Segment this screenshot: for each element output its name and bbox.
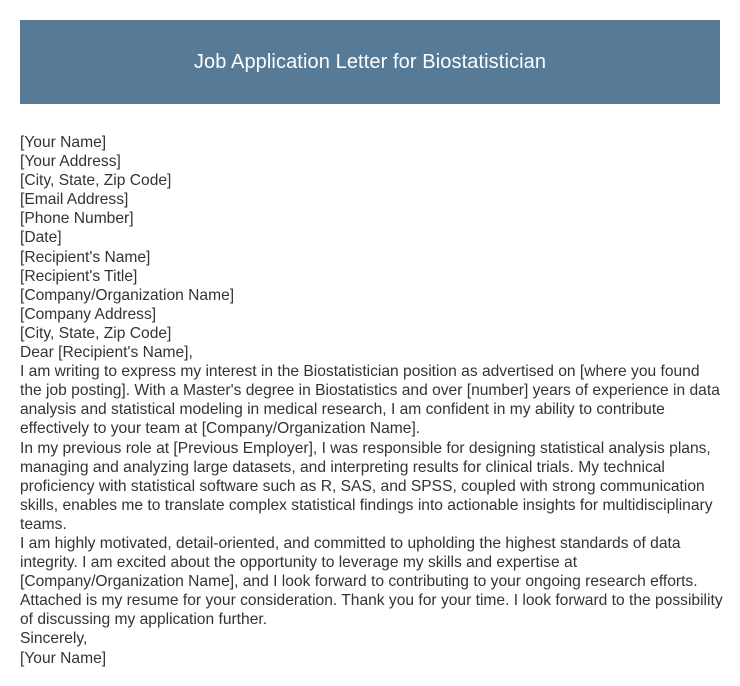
body-paragraph-closing: Attached is my resume for your consideration. Thank you for your time. I look forward to the possibility of discussing my application further.	[20, 592, 723, 629]
page-title: Job Application Letter for Biostatistician	[193, 50, 547, 73]
recipient-name: [Recipient's Name]	[20, 248, 151, 266]
letter-date: [Date]	[20, 229, 62, 247]
header-banner	[20, 20, 720, 104]
recipient-company: [Company/Organization Name]	[20, 286, 235, 304]
recipient-address: [Company Address]	[20, 305, 157, 323]
sender-phone: [Phone Number]	[20, 210, 134, 228]
letter-body	[20, 133, 724, 668]
body-paragraph-intro: I am writing to express my interest in the Biostatistician position as advertised on [where you found the job posting]. With a Master's degree in Biostatistics and over [number] years of experience in data analysis and statistical modeling in medical research, I am confident in my ability to contribute effectively to your team at [Company/Organization Name].	[20, 363, 720, 438]
sender-name: [Your Name]	[20, 134, 107, 151]
recipient-city-state-zip: [City, State, Zip Code]	[20, 324, 172, 342]
sender-city-state-zip: [City, State, Zip Code]	[20, 172, 172, 190]
body-paragraph-experience: In my previous role at [Previous Employer], I was responsible for designing statistical analysis plans, managing and analyzing large datasets, and interpreting results for clinical trials. My technical proficiency with statistical software such as R, SAS, and SPSS, coupled with strong communication skills, enables me to translate complex statistical findings into actionable insights for multidisciplinary teams.	[20, 439, 713, 533]
closing: Sincerely,	[20, 630, 88, 648]
sender-email: [Email Address]	[20, 191, 129, 209]
recipient-title: [Recipient's Title]	[20, 267, 138, 285]
body-paragraph-motivation: I am highly motivated, detail-oriented, and committed to upholding the highest standards of data integrity. I am excited about the opportunity to leverage my skills and expertise at [Company/Organization Name], and I look forward to contributing to your ongoing research efforts.	[20, 534, 698, 591]
sender-address: [Your Address]	[20, 153, 121, 171]
salutation: Dear [Recipient's Name],	[20, 344, 193, 362]
signature: [Your Name]	[20, 649, 107, 667]
